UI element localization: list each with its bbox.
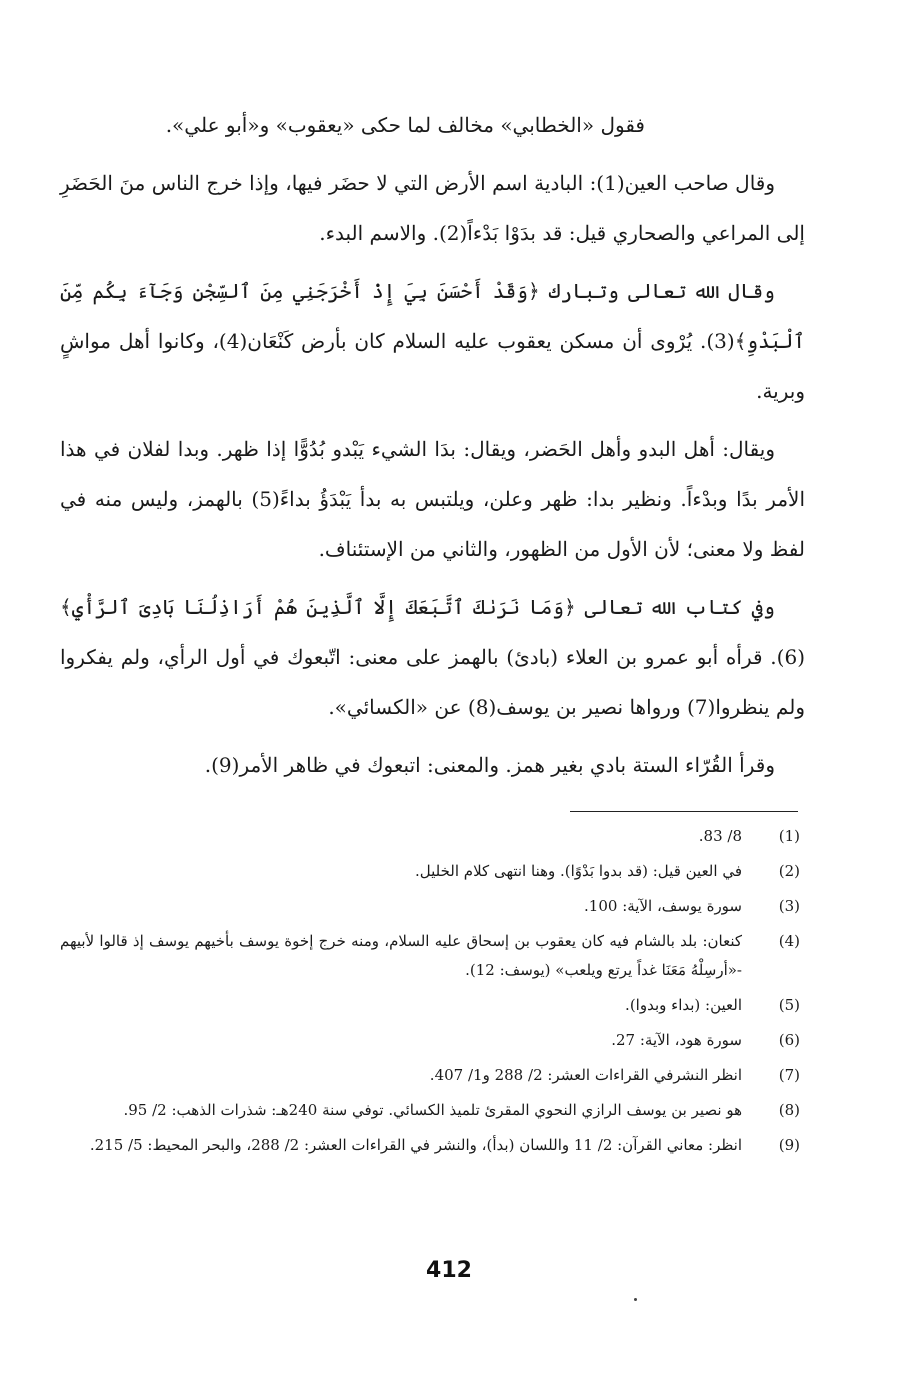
footnote-divider bbox=[570, 811, 798, 812]
footnote bbox=[60, 822, 800, 851]
main-text bbox=[60, 100, 805, 798]
footnote bbox=[60, 927, 800, 985]
footnote-text: سورة يوسف، الآية: 100. bbox=[584, 897, 742, 915]
footnotes bbox=[60, 822, 800, 1166]
paragraph: ويقال: أهل البدو وأهل الحَضر، ويقال: بدَا الشيء يَبْدو بُدُوًّا إذا ظهر. وبدا لفلان في هذا الأمر بدًا وبدْءاً. ونظير بدا: ظهر وعلن، ويلتبس به بدأ يَبْدَؤُ بداءً(5) بالهمز، وليس منه في لفظ ولا معنى؛ لأن الأول من الظهور، والثاني من الإستئناف. bbox=[60, 437, 806, 561]
footnote bbox=[60, 1026, 800, 1055]
paragraph: وقال صاحب العين(1): البادية اسم الأرض التي لا حضَر فيها، وإذا خرج الناس منَ الحَضَرِ إلى المراعي والصحاري قيل: قد بدَوْا بَدْءاً(2). والاسم البدء. bbox=[60, 171, 805, 245]
footnote-number: (6) bbox=[778, 1031, 800, 1049]
footnote-text: 8/ 83. bbox=[698, 827, 742, 845]
footnote bbox=[60, 991, 800, 1020]
footnote-number: (2) bbox=[778, 862, 800, 880]
footnote-text: سورة هود، الآية: 27. bbox=[611, 1031, 742, 1049]
footnote-text: انظر: معاني القرآن: 2/ 11 واللسان (بدأ)، والنشر في القراءات العشر: 2/ 288، والبحر المحيط: 5/ 215. bbox=[89, 1136, 742, 1154]
scan-speck bbox=[634, 1298, 637, 1301]
footnote-text: هو نصير بن يوسف الرازي النحوي المقرئ تلميذ الكسائي. توفي سنة 240هـ: شذرات الذهب: 2/ 95. bbox=[123, 1101, 742, 1119]
footnote-text: كنعان: بلد بالشام فيه كان يعقوب بن إسحاق عليه السلام، ومنه خرج إخوة يوسف بأخيهم يوسف إذ قالوا لأبيهم -«أرسِلْهُ مَعَنَا غداً يرتع ويلعب» (يوسف: 12). bbox=[60, 932, 742, 979]
footnote-text: انظر النشرفي القراءات العشر: 2/ 288 و1/ 407. bbox=[429, 1066, 742, 1084]
footnote bbox=[60, 857, 800, 886]
footnote bbox=[60, 1096, 800, 1125]
paragraph: فقول «الخطابي» مخالف لما حكى «يعقوب» و«أبو علي». bbox=[165, 113, 645, 137]
footnote-number: (1) bbox=[778, 827, 800, 845]
paragraph: وقرأ القُرّاء الستة بادي بغير همز. والمعنى: اتبعوك في ظاهر الأمر(9). bbox=[204, 753, 775, 777]
footnote-number: (8) bbox=[778, 1101, 800, 1119]
page-number: 412 bbox=[426, 1258, 472, 1283]
paragraph: وقال الله تعالى وتبارك ﴿وَقَدْ أَحْسَنَ بِيَ إِذْ أَخْرَجَنِي مِنَ ٱلسِّجْنِ وَجَآءَ بِكُم مِّنَ ٱلْبَدْوِ﴾(3). يُرْوى أن مسكن يعقوب عليه السلام كان بأرض كَنْعَان(4)، وكانوا أهل مواشٍ وبرية. bbox=[60, 279, 806, 403]
footnote-number: (3) bbox=[778, 897, 800, 915]
footnote bbox=[60, 1061, 800, 1090]
footnote-text: في العين قيل: (قد بدوا بَدْوًا). وهنا انتهى كلام الخليل. bbox=[414, 862, 742, 880]
footnote-number: (9) bbox=[778, 1136, 800, 1154]
footnote bbox=[60, 892, 800, 921]
footnote-number: (4) bbox=[778, 932, 800, 950]
footnote-number: (7) bbox=[778, 1066, 800, 1084]
footnote bbox=[60, 1131, 800, 1160]
paragraph: وفي كتاب الله تعالى ﴿وَمَا نَرَىٰكَ ٱتَّبَعَكَ إِلَّا ٱلَّذِينَ هُمْ أَرَاذِلُنَا بَادِىَ ٱلرَّأْيِ﴾(6). قرأه أبو عمرو بن العلاء (بادئ) بالهمز على معنى: اتّبعوك في أول الرأي، ولم يفكروا ولم ينظروا(7) ورواها نصير بن يوسف(8) عن «الكسائي». bbox=[60, 595, 805, 719]
footnote-text: العين: (بداء وبدوا). bbox=[625, 996, 742, 1014]
footnote-number: (5) bbox=[778, 996, 800, 1014]
